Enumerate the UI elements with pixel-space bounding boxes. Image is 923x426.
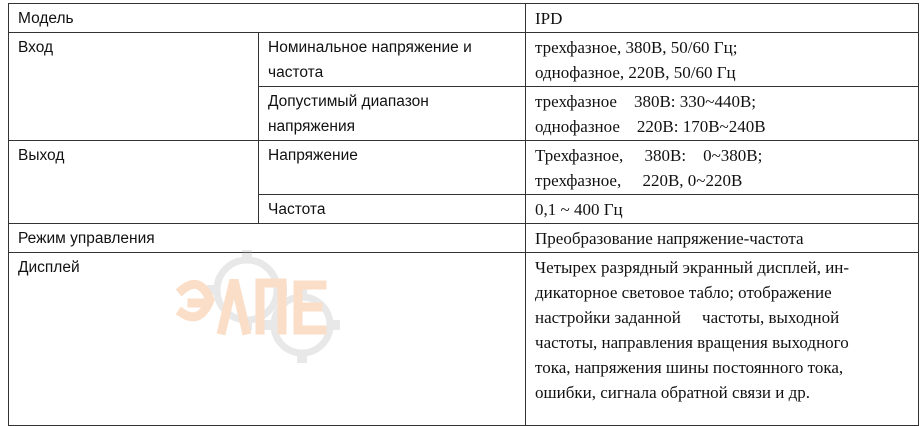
output-voltage-label: Напряжение bbox=[259, 141, 526, 195]
spec-table bbox=[8, 3, 919, 426]
output-frequency-value: 0,1 ~ 400 Гц bbox=[526, 195, 919, 224]
display-value-line: ошибки, сигнала обратной связи и др. bbox=[535, 383, 811, 402]
input-range-label: Допустимый диапазон напряжения bbox=[259, 87, 526, 141]
input-voltage-freq-label: Номинальное напряжение и частота bbox=[259, 33, 526, 87]
display-value-line: Четырех разрядный экранный дисплей, ин- bbox=[535, 258, 850, 277]
spec-sheet bbox=[8, 3, 918, 426]
table-row-output-voltage bbox=[9, 141, 919, 195]
control-mode-value: Преобразование напряжение-частота bbox=[526, 224, 919, 253]
input-range-value-line: однофазное 220В: 170В~240В bbox=[535, 117, 766, 136]
input-voltage-freq-value-line: трехфазное, 380В, 50/60 Гц; bbox=[535, 38, 738, 57]
model-label: Модель bbox=[9, 4, 526, 33]
output-label: Выход bbox=[9, 141, 259, 224]
input-voltage-freq-value-line: однофазное, 220В, 50/60 Гц bbox=[535, 63, 736, 82]
control-mode-label: Режим управления bbox=[9, 224, 526, 253]
table-row-input-voltage bbox=[9, 33, 919, 87]
input-voltage-freq-value bbox=[526, 33, 919, 87]
display-value-line: частоты, направления вращения выходного bbox=[535, 333, 849, 352]
display-value-line: тока, напряжения шины постоянного тока, bbox=[535, 358, 844, 377]
display-value-line: настройки заданной частоты, выходной bbox=[535, 308, 840, 327]
table-row-model bbox=[9, 4, 919, 33]
output-voltage-value bbox=[526, 141, 919, 195]
model-value: IPD bbox=[526, 4, 919, 33]
input-range-value bbox=[526, 87, 919, 141]
input-range-value-line: трехфазное 380В: 330~440В; bbox=[535, 92, 757, 111]
table-row-control-mode bbox=[9, 224, 919, 253]
output-frequency-label: Частота bbox=[259, 195, 526, 224]
output-voltage-value-line: трехфазное, 220В, 0~220В bbox=[535, 171, 743, 190]
display-value-line: дикаторное световое табло; отображение bbox=[535, 283, 832, 302]
output-voltage-value-line: Трехфазное, 380В: 0~380В; bbox=[535, 146, 763, 165]
input-label: Вход bbox=[9, 33, 259, 141]
table-row-display bbox=[9, 253, 919, 426]
display-label: Дисплей bbox=[9, 253, 526, 426]
display-value bbox=[526, 253, 919, 426]
